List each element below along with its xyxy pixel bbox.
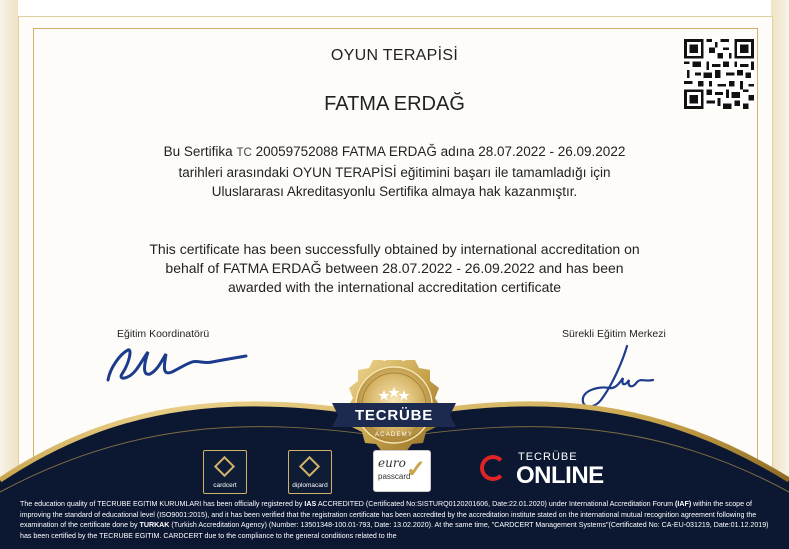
diplomacard-logo [288,450,332,494]
english-paragraph [80,240,709,297]
accreditation-footer-text [20,499,769,541]
recipient-name: FATMA ERDAĞ [324,93,465,115]
online-top-label: TECRÜBE [518,451,578,463]
tr-line2: tarihleri arasındaki OYUN TERAPİSİ eğitimini başarı ile tamamladığı için [178,165,611,180]
program-title: OYUN TERAPİSİ [330,47,459,64]
seal-subtitle: ACADEMY [374,432,414,438]
footer-part-4: (Turkish Accreditation Agency) (Number: 13501348-100.01-793, Date: 13.02.2020). At the same time, "CARDCERT Management Systems"(Certificated No: CA-EU-031219, Date:01.12.2019) has been certified by the TECRUBE EGITIM. CARDCERT due to the compliance to the general conditions related to the [20,521,769,540]
tr-line1-rest: 20059752088 FATMA ERDAĞ adına 28.07.2022 - 26.09.2022 [255,144,626,159]
diamond-icon [214,456,235,477]
coordinator-label: Eğitim Koordinatörü [117,328,210,340]
center-label: Sürekli Eğitim Merkezi [562,328,666,340]
footer-part-1: The education quality of TECRUBE EGITIM KURUMLARI has been officially registered by [20,500,305,508]
footer-part-3: within the scope of improving the standard of educational level (ISO9001:2015), and it has been verified that the registration certificate has been accredited by the accreditation institute stated on the international mutual recognition agreement following the examination of the certificate done by [20,500,757,530]
footer-bold-ias: IAS [304,500,317,508]
europasscard-logo [373,450,431,492]
tr-intro: Bu Sertifika [163,144,233,159]
check-icon: ✓ [405,456,426,483]
passcard-label: passcard [378,472,411,481]
diplomacard-label: diplomacard [292,482,328,489]
en-line1: This certificate has been successfully obtained by international accreditation on [149,241,640,257]
online-ring-icon [480,455,506,481]
tecrube-online-logo [480,449,604,489]
cardcert-logo [203,450,247,494]
tr-line3: Uluslararası Akreditasyonlu Sertifika almaya hak kazanmıştır. [211,184,578,199]
tc-label: TC [236,147,252,159]
diamond-icon [299,456,320,477]
seal-title: TECRÜBE [354,407,434,424]
footer-bold-turkak: TURKAK [139,521,170,530]
footer-bold-iaf: (IAF) [675,500,692,508]
online-main-label: ONLINE [516,462,604,489]
cardcert-label: cardcert [213,482,237,489]
en-line3: awarded with the international accreditation certificate [227,279,562,295]
euro-label: euro [378,456,406,470]
en-line2: behalf of FATMA ERDAĞ between 28.07.2022 - 26.09.2022 and has been [165,260,624,276]
turkish-paragraph [80,142,709,201]
footer-part-2: ACCREDITED (Certificated No:SISTURQ0120201606, Date:22.01.2020) under International Accreditation Forum [316,500,676,508]
